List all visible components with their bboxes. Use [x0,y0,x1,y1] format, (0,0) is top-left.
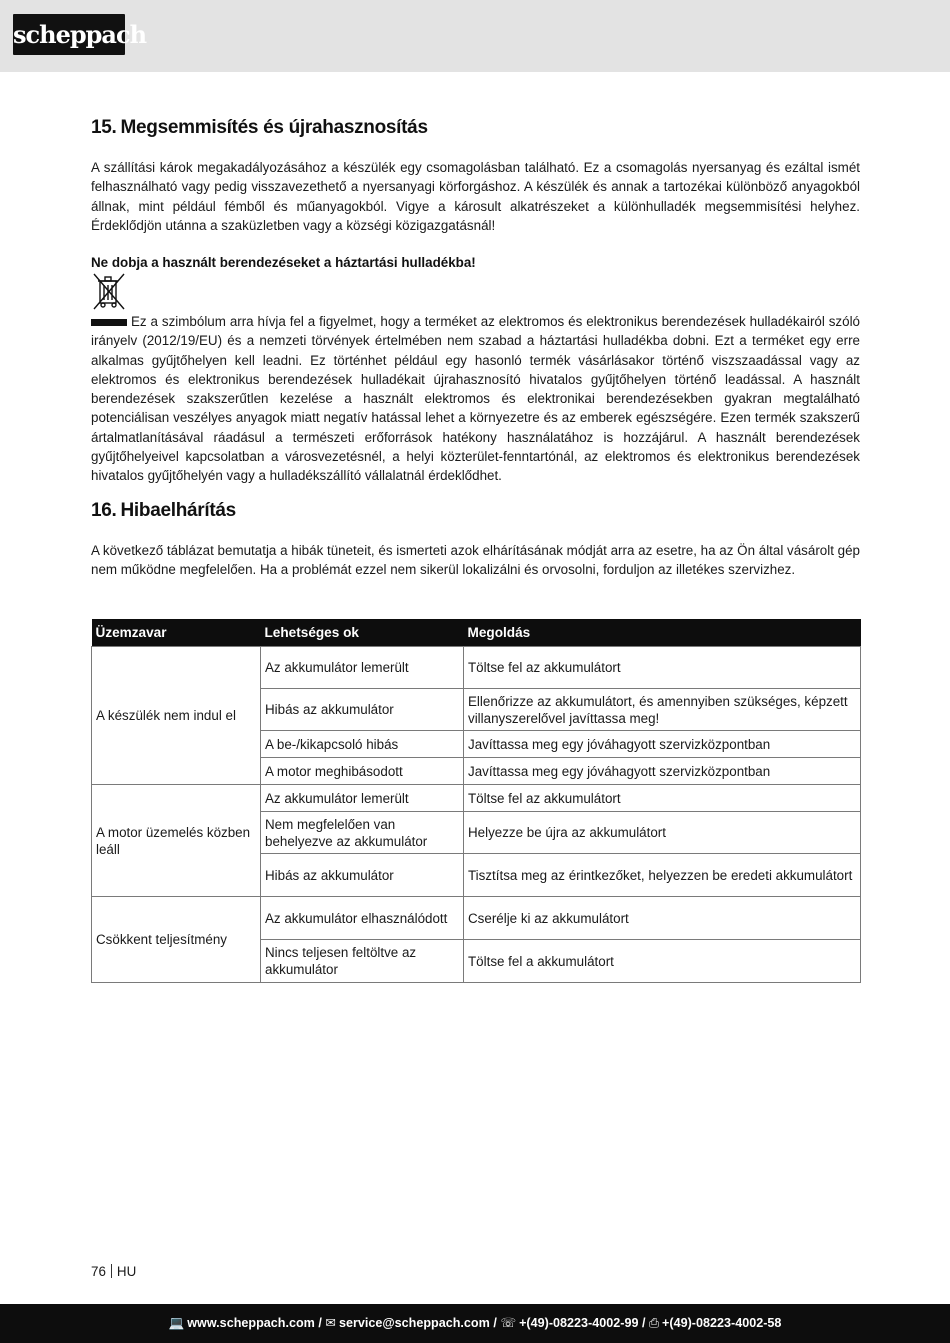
table-header-row [92,619,861,647]
cause-cell: Hibás az akkumulátor [261,854,464,897]
fault-cell: A készülék nem indul el [92,647,261,785]
header-band [0,0,950,72]
troubleshooting-table-wrap [91,619,860,983]
header-fault: Üzemzavar [92,619,261,647]
cause-cell: A be-/kikapcsoló hibás [261,731,464,758]
page-number-value: 76 [91,1264,106,1279]
table-row [92,897,861,940]
cause-cell: Nincs teljesen feltöltve az akkumulátor [261,940,464,983]
solution-cell: Töltse fel a akkumulátort [464,940,861,983]
section-16-number: 16. [91,500,117,521]
cause-cell: Az akkumulátor elhasználódott [261,897,464,940]
section-16-paragraph: A következő táblázat bemutatja a hibák tüneteit, és ismerteti azok elhárításának módját arra az esetre, ha az Ön által vásárolt gép nem működne megfelelően. Ha a problémát ezzel nem sikerül lokalizálni és orvosolni, forduljon az illetékes szervizhez. [91,543,860,578]
fault-cell: A motor üzemelés közben leáll [92,785,261,897]
phone-icon: ☏ [500,1316,517,1330]
cause-cell: A motor meghibásodott [261,758,464,785]
solution-cell: Javíttassa meg egy jóváhagyott szervizközpontban [464,731,861,758]
language-code: HU [116,1264,137,1279]
cause-cell: Nem megfelelően van behelyezve az akkumulátor [261,812,464,854]
cause-cell: Az akkumulátor lemerült [261,785,464,812]
page-separator [111,1264,112,1278]
solution-cell: Javíttassa meg egy jóváhagyott szervizközpontban [464,758,861,785]
mail-icon: ✉ [325,1316,336,1330]
fax-number: +(49)-08223-4002-58 [662,1316,782,1330]
computer-icon: 💻 [168,1316,185,1330]
section-16-title-text: Hibaelhárítás [120,500,236,521]
cause-cell: Az akkumulátor lemerült [261,647,464,689]
solution-cell: Helyezze be újra az akkumulátort [464,812,861,854]
scheppach-logo: scheppach [13,14,125,55]
fault-cell: Csökkent teljesítmény [92,897,261,983]
section-16-title [91,500,236,522]
disposal-warning: Ne dobja a használt berendezéseket a háztartási hulladékba! [91,255,476,270]
email-link[interactable]: service@scheppach.com / [338,1316,497,1330]
solution-cell: Töltse fel az akkumulátort [464,647,861,689]
footer-band [0,1304,950,1343]
header-cause: Lehetséges ok [261,619,464,647]
section-15-title [91,117,428,139]
header-solution: Megoldás [464,619,861,647]
weee-paragraph: Ez a szimbólum arra hívja fel a figyelmet, hogy a terméket az elektromos és elektronikus berendezések hulladékairól szóló irányelv (2012/19/EU) és a nemzeti törvények értelmében nem szabad a háztartási hulladékba dobni. Ezt a terméket egy erre alkalmas gyűjtőhelyen kell leadni. Ez történhet például egy hasonló termék vásárlásakor történő viszszaadással vagy az elektromos és elektronikus berendezések hulladékait újrahasznosító hivatalos gyűjtőhelyen történő leadással. A használt berendezések szakszerűtlen kezelése a használt elektromos és elektronikai berendezésekben gyakran megtalálható potenciálisan veszélyes anyagok miatt negatív hatással lehet a környezetre és az emberek egészségére. Ezen termék szakszerű ártalmatlanításával ráadásul a természeti erőforrások hatékony használatához is hozzájárul. A használt berendezések gyűjtőhelyeivel kapcsolatban a városvezetésnél, a helyi közterület-fenntartónál, az elektromos és elektronikus berendezések hivatalos gyűjtőhelyén vagy a hulladékszállító vállalatnál érdeklődhet. [91,314,860,484]
troubleshooting-table [91,619,861,983]
fax-icon: ⎙ [648,1316,660,1330]
section-15-title-text: Megsemmisítés és újrahasznosítás [120,117,428,138]
website-link[interactable]: www.scheppach.com / [187,1316,322,1330]
section-15-paragraph: A szállítási károk megakadályozásához a készülék egy csomagolásban található. Ez a csomagolás nyersanyag és ezáltal ismét felhasználható vagy pedig visszavezethető a nyersanyagi körforgáshoz. A készülék és annak a tartozékai különböző anyagokból állnak, mint például fémből és műanyagokból. Vigye a károsult alkatrészeket a különhulladék megsemmisítési helyhez. Érdeklődjön utánna a szaküzletben vagy a községi közigazgatásnál! [91,160,860,233]
table-row [92,785,861,812]
phone-number: +(49)-08223-4002-99 / [519,1316,646,1330]
solution-cell: Cserélje ki az akkumulátort [464,897,861,940]
solution-cell: Töltse fel az akkumulátort [464,785,861,812]
cause-cell: Hibás az akkumulátor [261,689,464,731]
solution-cell: Ellenőrizze az akkumulátort, és amennyiben szükséges, képzett villanyszerelővel javíttassa meg! [464,689,861,731]
solution-cell: Tisztítsa meg az érintkezőket, helyezzen be eredeti akkumulátort [464,854,861,897]
page-number [91,1264,136,1279]
table-row [92,647,861,689]
section-15-number: 15. [91,117,117,138]
